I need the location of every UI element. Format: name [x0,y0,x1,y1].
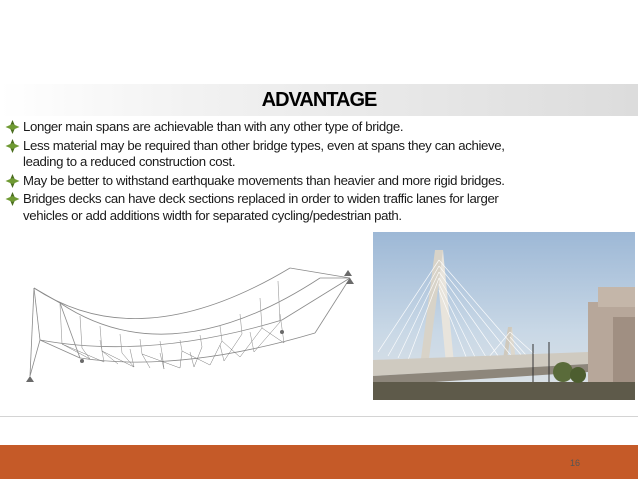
bullet-text-continued: vehicles or add additions width for separated cycling/pedestrian path. [23,207,402,223]
bullet-item [5,191,633,224]
bullet-item [5,119,633,136]
footer-bar [0,445,638,479]
bullet-text: Bridges decks can have deck sections replaced in order to widen traffic lanes for larger [23,191,499,206]
bullet-item [5,138,633,171]
bullet-item [5,173,633,190]
bullet-text-continued: leading to a reduced construction cost. [23,154,236,169]
bullet-text: May be better to withstand earthquake movements than heavier and more rigid bridges. [23,172,505,188]
suspension-bridge-model-image [20,248,360,390]
bullet-text: Longer main spans are achievable than with any other type of bridge. [23,119,404,134]
cable-stayed-bridge-photo [373,232,635,400]
diamond-bullet-icon [5,139,20,153]
diamond-bullet-icon [5,174,20,188]
footer-divider [0,416,638,417]
bullet-text: Less material may be required than other bridge types, even at spans they can achieve, [23,137,505,153]
diamond-bullet-icon [5,120,20,134]
bullet-list [5,119,633,226]
slide-title: ADVANTAGE [261,89,377,111]
diamond-bullet-icon [5,192,20,206]
title-band [0,84,638,116]
page-number: 16 [569,458,580,468]
